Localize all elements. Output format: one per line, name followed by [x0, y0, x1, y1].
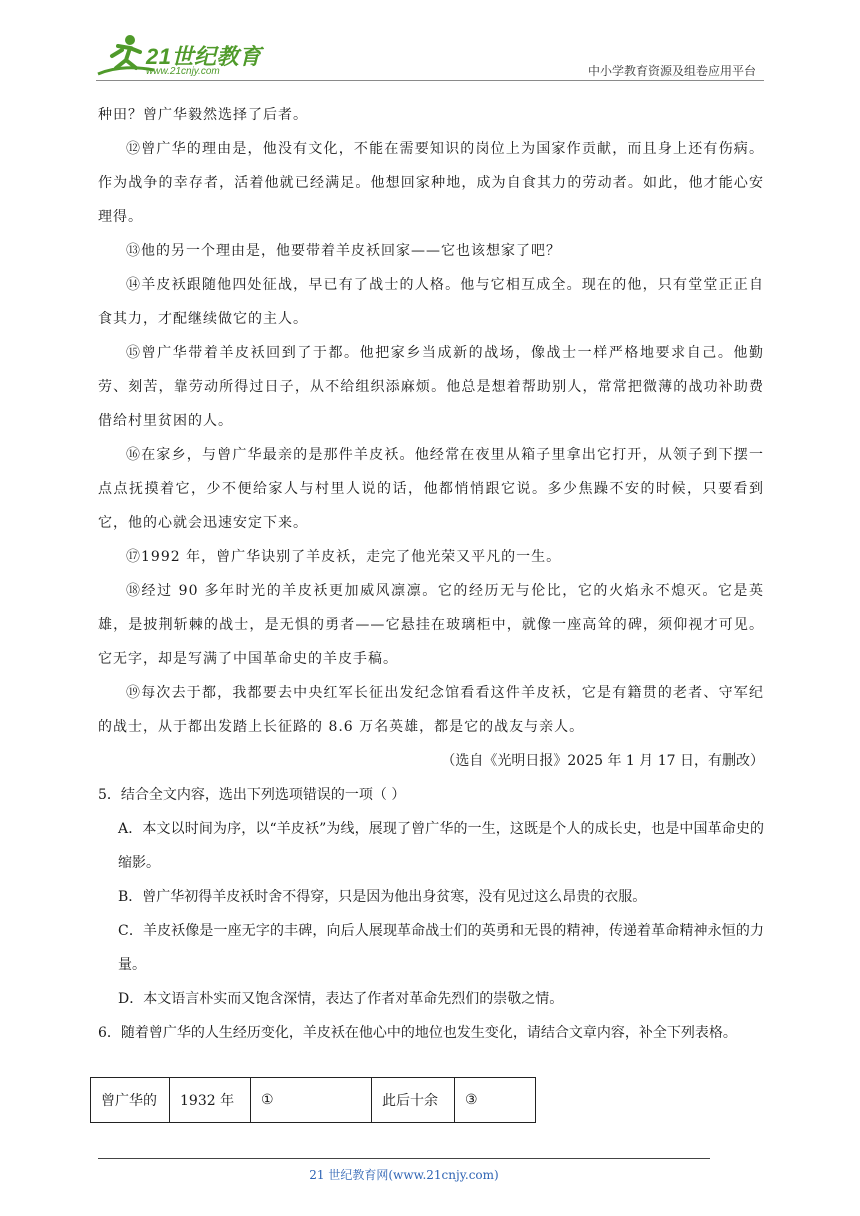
article-paragraph: ⑫曾广华的理由是，他没有文化，不能在需要知识的岗位上为国家作贡献，而且身上还有伤病。作为战争的幸存者，活着他就已经满足。他想回家种地，成为自食其力的劳动者。如此，他才能心安理得。 [98, 141, 764, 225]
table-cell: 曾广华的 [91, 1078, 170, 1123]
question-5-stem: 5．结合全文内容，选出下列选项错误的一项（ ） [98, 787, 406, 803]
article-paragraph: 种田？曾广华毅然选择了后者。 [98, 107, 308, 123]
table-cell-blank-1[interactable]: ① [251, 1078, 372, 1123]
question-5-option-c: C．羊皮袄像是一座无字的丰碑，向后人展现革命战士们的英勇和无畏的精神，传递着革命精神永恒的力量。 [118, 923, 764, 973]
article-paragraph: ⑯在家乡，与曾广华最亲的是那件羊皮袄。他经常在夜里从箱子里拿出它打开，从领子到下摆一点点抚摸着它，少不便给家人与村里人说的话，他都悄悄跟它说。多少焦躁不安的时候，只要看到它，他的心就会迅速安定下来。 [98, 447, 764, 531]
table-row [91, 1078, 536, 1123]
logo-text: 21世纪教育 [146, 44, 262, 69]
platform-name: 中小学教育资源及组卷应用平台 [587, 64, 756, 78]
fill-in-table [90, 1077, 536, 1123]
question-5-option-b: B．曾广华初得羊皮袄时舍不得穿，只是因为他出身贫寒，没有见过这么昂贵的衣服。 [118, 889, 647, 905]
article-paragraph: ⑬他的另一个理由是，他要带着羊皮袄回家——它也该想家了吧？ [126, 243, 561, 259]
article-paragraph: ⑱经过 90 多年时光的羊皮袄更加威风凛凛。它的经历无与伦比，它的火焰永不熄灭。它是英雄，是披荆斩棘的战士，是无惧的勇者——它悬挂在玻璃柜中，就像一座高耸的碑，须仰视才可见。它无字，却是写满了中国革命史的羊皮手稿。 [98, 583, 764, 667]
article-source: （选自《光明日报》2025 年 1 月 17 日，有删改） [441, 753, 764, 769]
footer-divider [98, 1158, 710, 1159]
footer-text[interactable]: 21 世纪教育网(www.21cnjy.com) [309, 1168, 499, 1182]
table-cell-blank-3[interactable]: ③ [455, 1078, 536, 1123]
article-paragraph: ⑰1992 年，曾广华诀别了羊皮袄，走完了他光荣又平凡的一生。 [126, 549, 562, 565]
table-cell: 1932 年 [170, 1078, 251, 1123]
article-paragraph: ⑭羊皮袄跟随他四处征战，早已有了战士的人格。他与它相互成全。现在的他，只有堂堂正正自食其力，才配继续做它的主人。 [98, 277, 764, 327]
article-paragraph: ⑲每次去于都，我都要去中央红军长征出发纪念馆看看这件羊皮袄，它是有籍贯的老者、守军纪的战士，从于都出发踏上长征路的 8.6 万名英雄，都是它的战友与亲人。 [98, 685, 764, 735]
page-header [0, 0, 860, 90]
question-6-stem: 6．随着曾广华的人生经历变化，羊皮袄在他心中的地位也发生变化，请结合文章内容，补全下列表格。 [98, 1025, 737, 1041]
main-content [98, 98, 764, 1050]
question-5-option-a: A．本文以时间为序，以“羊皮袄”为线，展现了曾广华的一生，这既是个人的成长史，也是中国革命史的缩影。 [118, 821, 764, 871]
question-5-option-d: D．本文语言朴实而又饱含深情，表达了作者对革命先烈们的崇敬之情。 [118, 991, 564, 1007]
logo-url: www.21cnjy.com [146, 66, 220, 77]
article-paragraph: ⑮曾广华带着羊皮袄回到了于都。他把家乡当成新的战场，像战士一样严格地要求自己。他勤劳、刻苦，靠劳动所得过日子，从不给组织添麻烦。他总是想着帮助别人，常常把微薄的战功补助费借给村里贫困的人。 [98, 345, 764, 429]
header-divider [96, 80, 764, 81]
table-cell: 此后十余 [372, 1078, 455, 1123]
